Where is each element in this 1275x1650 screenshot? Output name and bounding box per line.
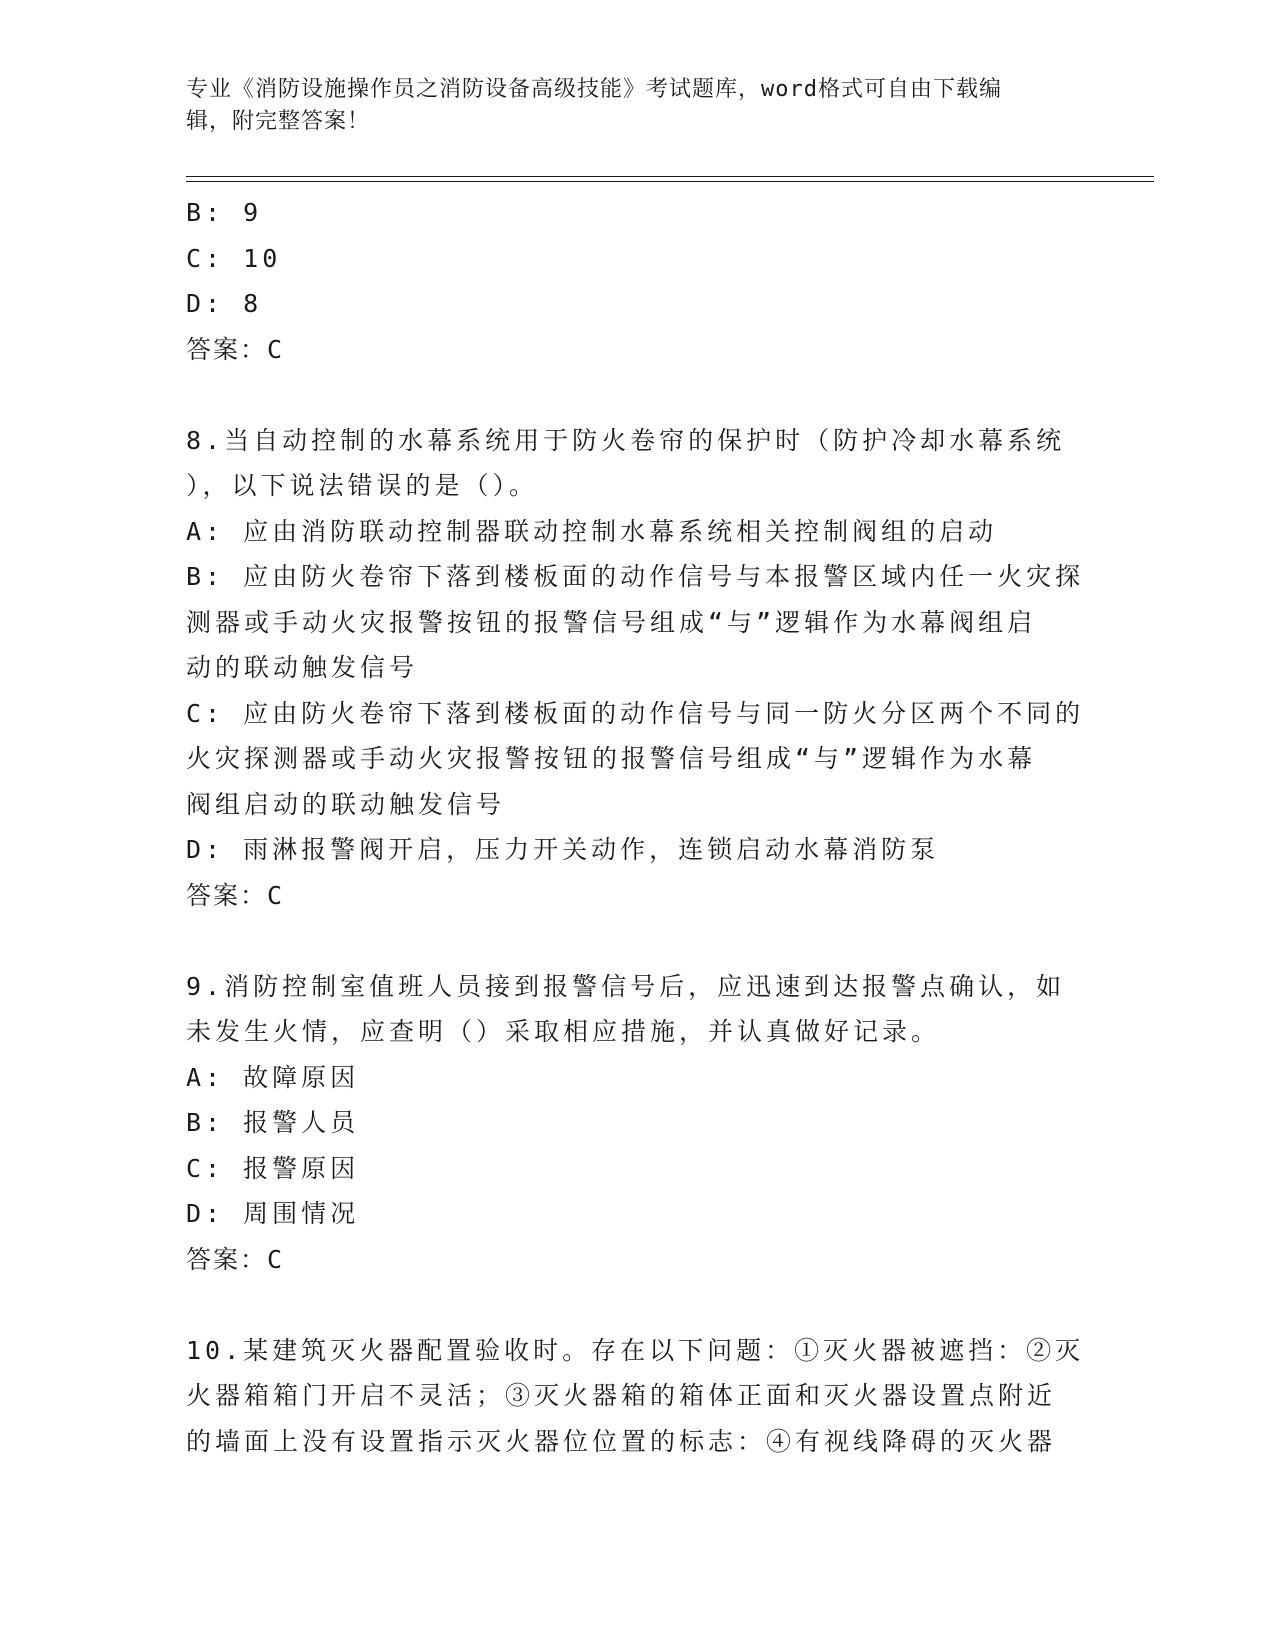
q8-option-d: D: 雨淋报警阀开启，压力开关动作，连锁启动水幕消防泵	[186, 835, 940, 864]
q9-stem-line-1: 9.消防控制室值班人员接到报警信号后，应迅速到达报警点确认，如	[186, 971, 1066, 1001]
q8-answer: 答案：C	[186, 880, 285, 910]
q9-option-d: D: 周围情况	[186, 1199, 360, 1228]
document-body	[186, 190, 1086, 1464]
page-header	[186, 74, 1066, 138]
spacer	[186, 1282, 1086, 1328]
q9-option-c: C: 报警原因	[186, 1153, 360, 1183]
q8-stem-line-2: ），以下说法错误的是（）。	[186, 471, 539, 500]
q8-option-c-line-3: 阀组启动的联动触发信号	[186, 789, 506, 819]
q9-option-a: A: 故障原因	[186, 1062, 360, 1092]
q9-answer: 答案：C	[186, 1244, 285, 1274]
question-8	[186, 418, 1086, 919]
q9-stem-line-2: 未发生火情，应查明（）采取相应措施，并认真做好记录。	[186, 1017, 941, 1046]
q7-answer: 答案：C	[186, 334, 285, 364]
header-title-line-1: 专业《消防设施操作员之消防设备高级技能》考试题库，word格式可自由下载编	[186, 77, 1002, 102]
q8-stem-line-1: 8.当自动控制的水幕系统用于防火卷帘的保护时（防护冷却水幕系统	[186, 425, 1066, 455]
q10-stem-line-1: 10.某建筑灭火器配置验收时。存在以下问题：①灭火器被遮挡：②灭	[186, 1335, 1085, 1365]
header-rule-bottom	[186, 181, 1154, 182]
q10-stem-line-2: 火器箱箱门开启不灵活；③灭火器箱的箱体正面和灭火器设置点附近	[186, 1381, 1057, 1410]
question-9	[186, 964, 1086, 1283]
header-rule-top	[186, 176, 1154, 177]
q8-option-c-line-2: 火灾探测器或手动火灾报警按钮的报警信号组成“与”逻辑作为水幕	[186, 744, 1037, 773]
q8-option-c-line-1: C: 应由防火卷帘下落到楼板面的动作信号与同一防火分区两个不同的	[186, 698, 1085, 728]
q9-option-b: B: 报警人员	[186, 1108, 360, 1137]
q7-option-b: B: 9	[186, 198, 263, 227]
header-title-line-2: 辑，附完整答案！	[186, 109, 371, 134]
q8-option-a: A: 应由消防联动控制器联动控制水幕系统相关控制阀组的启动	[186, 516, 998, 546]
q10-stem-line-3: 的墙面上没有设置指示灭火器位位置的标志：④有视线降碍的灭火器	[186, 1426, 1057, 1456]
q8-option-b-line-3: 动的联动触发信号	[186, 653, 419, 682]
q7-option-d: D: 8	[186, 289, 263, 318]
spacer	[186, 372, 1086, 418]
q8-option-b-line-2: 测器或手动火灾报警按钮的报警信号组成“与”逻辑作为水幕阀组启	[186, 607, 1037, 637]
question-7-tail	[186, 190, 1086, 372]
q8-option-b-line-1: B: 应由防火卷帘下落到楼板面的动作信号与本报警区域内任一火灾探	[186, 562, 1085, 591]
spacer	[186, 918, 1086, 964]
q7-option-c: C: 10	[186, 243, 282, 273]
question-10	[186, 1328, 1086, 1465]
